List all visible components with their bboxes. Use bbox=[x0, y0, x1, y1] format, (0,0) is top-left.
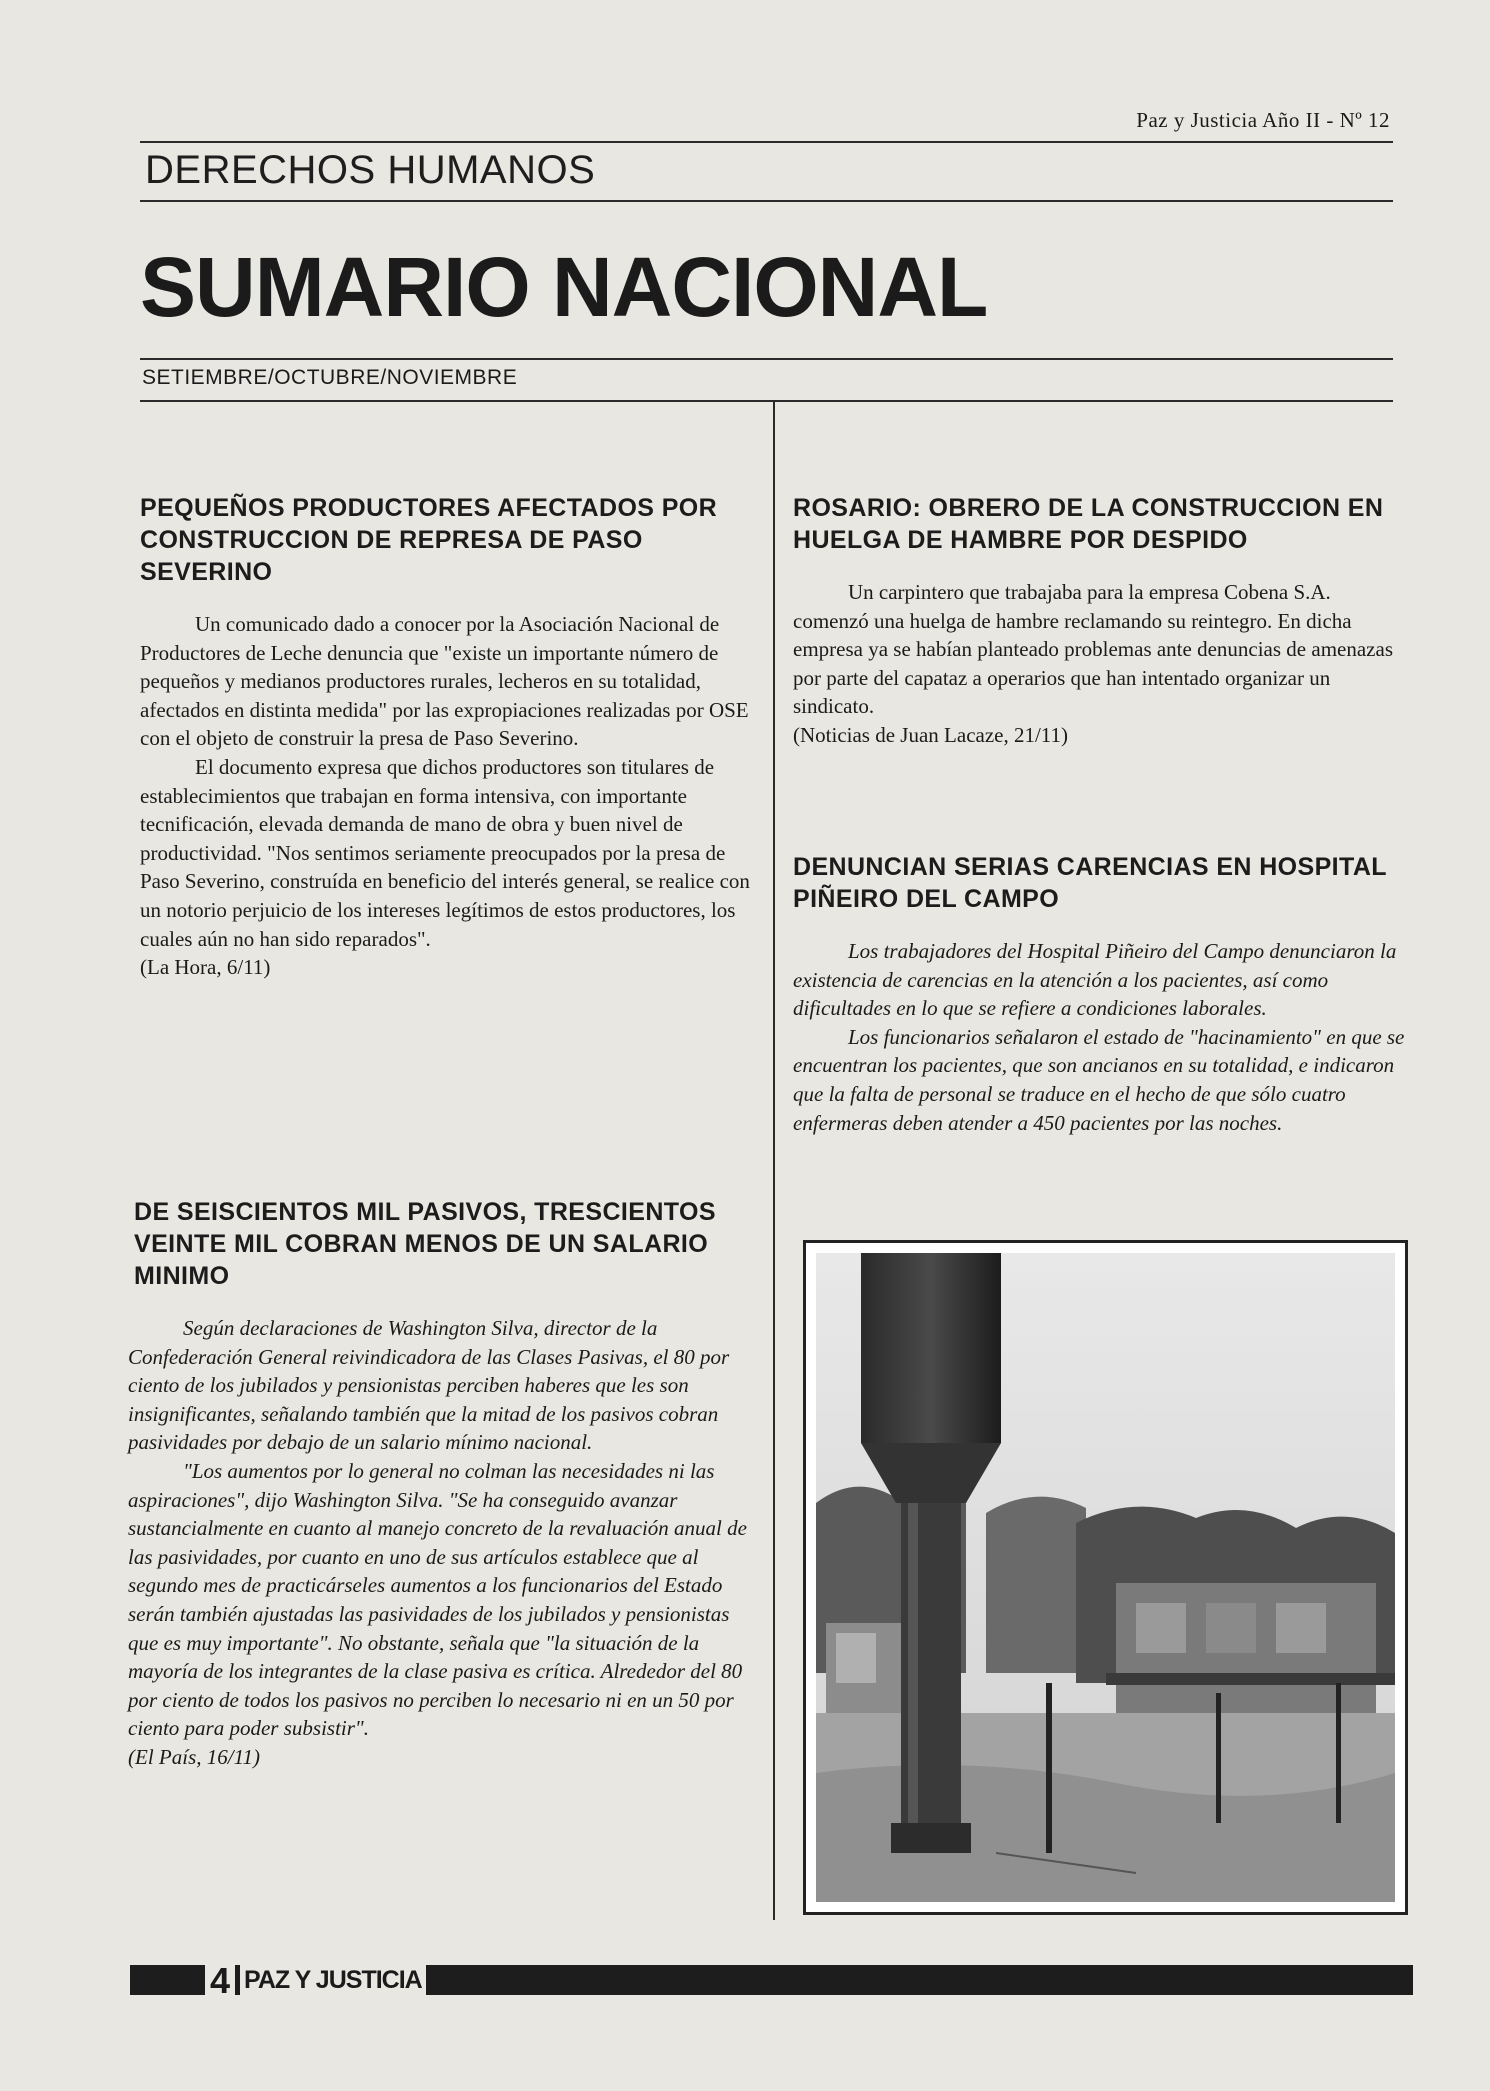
article-body bbox=[128, 1314, 758, 1772]
header-rule-top bbox=[140, 141, 1393, 143]
article-hospital bbox=[793, 851, 1408, 1137]
article-paragraph: "Los aumentos por lo general no colman las necesidades ni las aspiraciones", dijo Washington Silva. "Se ha conseguido avanzar sustancialmente en cuanto al manejo concreto de la revaluación anual de las pasividades, por cuanto en uno de sus artículos establece que al segundo mes de practicárseles aumentos a los funcionarios del Estado serán también ajustadas las pasividades de los jubilados y pensionistas que es muy importante". No obstante, señala que "la situación de la mayoría de los integrantes de la clase pasiva es crítica. Alrededor del 80 por ciento de todos los pasivos no perciben lo necesario ni en un 50 por ciento para poder subsistir". bbox=[128, 1458, 747, 1741]
article-headline: DE SEISCIENTOS MIL PASIVOS, TRESCIENTOS VEINTE MIL COBRAN MENOS DE UN SALARIO MINIMO bbox=[134, 1198, 716, 1290]
article-source: (La Hora, 6/11) bbox=[140, 955, 271, 980]
issue-reference: Paz y Justicia Año II - Nº 12 bbox=[1136, 108, 1390, 132]
column-divider bbox=[773, 400, 775, 1920]
page-title: SUMARIO NACIONAL bbox=[140, 240, 988, 334]
article-source: (El País, 16/11) bbox=[128, 1744, 261, 1769]
article-headline: DENUNCIAN SERIAS CARENCIAS EN HOSPITAL PIÑEIRO DEL CAMPO bbox=[793, 853, 1387, 913]
water-tower-photo bbox=[816, 1253, 1395, 1902]
article-paragraph: Los trabajadores del Hospital Piñeiro del Campo denunciaron la existencia de carencias en la atención a los pacientes, así como dificultades en lo que se refiere a condiciones laborales. bbox=[793, 939, 1397, 1021]
article-pasivos bbox=[128, 1196, 758, 1772]
photo-frame bbox=[803, 1240, 1408, 1915]
header-rule-section bbox=[140, 200, 1393, 202]
article-paragraph: Los funcionarios señalaron el estado de "hacinamiento" en que se encuentran los pacientes, que son ancianos en su totalidad, e indicaron que la falta de personal se traduce en el hecho de que sólo cuatro enfermeras deben atender a 450 pacientes por las noches. bbox=[793, 1024, 1405, 1135]
article-paragraph: El documento expresa que dichos productores son titulares de establecimientos que trabajan en forma intensiva, con importante tecnificación, elevada demanda de mano de obra y buen nivel de productividad. "Nos sentimos seriamente preocupados por la presa de Paso Severino, construída en beneficio del interés general, se realice con un notorio perjuicio de los intereses legítimos de estos productores, los cuales aún no han sido reparados". bbox=[140, 754, 750, 951]
date-range: SETIEMBRE/OCTUBRE/NOVIEMBRE bbox=[142, 366, 518, 389]
article-body bbox=[793, 578, 1408, 750]
article-headline: ROSARIO: OBRERO DE LA CONSTRUCCION EN HUELGA DE HAMBRE POR DESPIDO bbox=[793, 494, 1384, 554]
article-body bbox=[140, 610, 758, 982]
article-paragraph: Según declaraciones de Washington Silva, director de la Confederación General reivindicadora de las Clases Pasivas, el 80 por ciento de los jubilados y pensionistas perciben haberes que les son insignificantes, señalando también que la mitad de los pasivos cobran pasividades por debajo de un salario mínimo nacional. bbox=[128, 1316, 730, 1455]
header-rule-date-bottom bbox=[140, 400, 1393, 402]
article-productores bbox=[140, 492, 758, 982]
water-tower-illustration bbox=[816, 1253, 1395, 1902]
header-rule-date-top bbox=[140, 358, 1393, 360]
article-source: (Noticias de Juan Lacaze, 21/11) bbox=[793, 722, 1069, 747]
publication-name: PAZ Y JUSTICIA bbox=[240, 1965, 426, 1995]
page-number: 4 bbox=[205, 1958, 235, 2004]
article-paragraph: Un comunicado dado a conocer por la Asociación Nacional de Productores de Leche denuncia que "existe un importante número de pequeños y medianos productores rurales, lecheros en su totalidad, afectados en distinta medida" por las expropiaciones realizadas por OSE con el objeto de construir la presa de Paso Severino. bbox=[140, 612, 749, 751]
section-label: DERECHOS HUMANOS bbox=[145, 148, 596, 192]
article-body bbox=[793, 937, 1408, 1137]
article-headline: PEQUEÑOS PRODUCTORES AFECTADOS POR CONSTRUCCION DE REPRESA DE PASO SEVERINO bbox=[140, 494, 718, 586]
article-rosario bbox=[793, 492, 1408, 750]
article-paragraph: Un carpintero que trabajaba para la empresa Cobena S.A. comenzó una huelga de hambre reclamando su reintegro. En dicha empresa ya se habían planteado problemas ante denuncias de amenazas por parte del capataz a operarios que han intentado organizar un sindicato. bbox=[793, 580, 1393, 719]
